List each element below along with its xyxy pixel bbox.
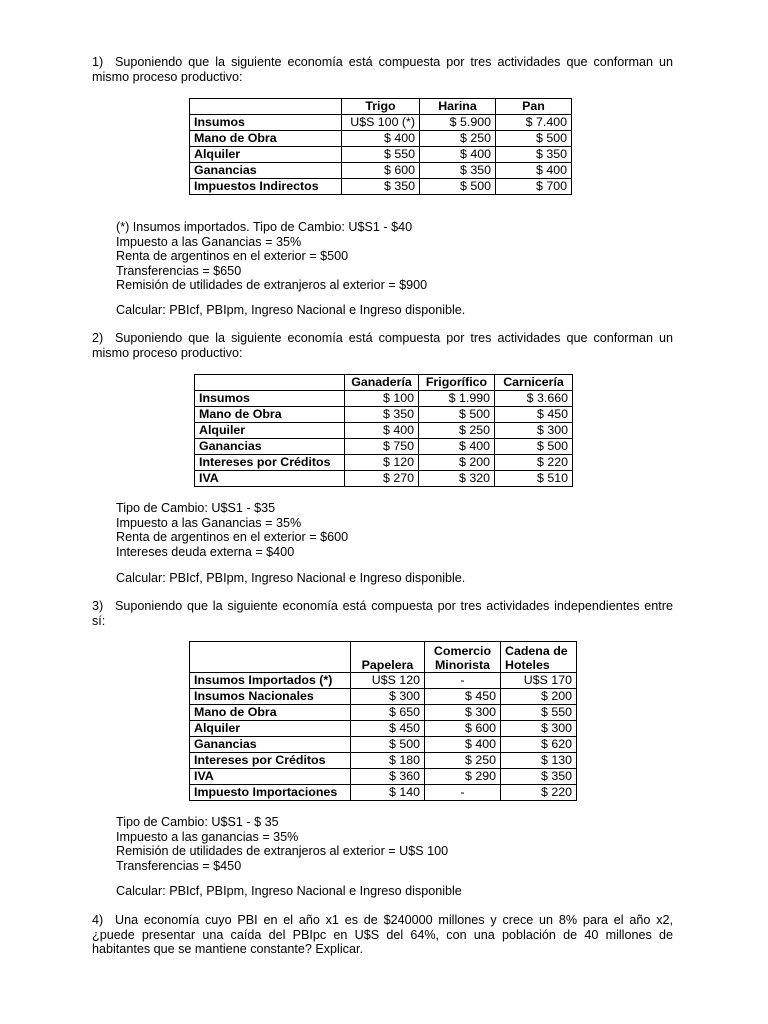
column-header: Comercio Minorista <box>425 642 501 673</box>
table-row <box>190 721 577 737</box>
exercise-intro-text: Suponiendo que la siguiente economía está compuesta por tres actividades que conforman un mismo proceso productivo: <box>92 55 673 84</box>
table-cell: $ 700 <box>496 179 572 195</box>
table-row <box>195 407 573 423</box>
table-cell: $ 400 <box>342 131 420 147</box>
table-row <box>190 147 572 163</box>
table-row <box>190 689 577 705</box>
table-cell: - <box>425 785 501 801</box>
table-cell: $ 290 <box>425 769 501 785</box>
row-label: IVA <box>190 769 351 785</box>
table-row <box>190 179 572 195</box>
column-header: Trigo <box>342 99 420 115</box>
row-label: Mano de Obra <box>190 705 351 721</box>
table-cell: $ 120 <box>345 455 419 471</box>
table-corner <box>195 375 345 391</box>
exercise-3-intro <box>92 599 673 628</box>
exercise-intro-text: Suponiendo que la siguiente economía está compuesta por tres actividades que conforman un mismo proceso productivo: <box>92 331 673 360</box>
exercise-2-notes <box>116 501 676 559</box>
table-cell: $ 350 <box>420 163 496 179</box>
row-label: Intereses por Créditos <box>190 753 351 769</box>
table-cell: U$S 170 <box>501 673 577 689</box>
note-line: Tipo de Cambio: U$S1 - $ 35 <box>116 815 279 829</box>
table-cell: $ 360 <box>351 769 425 785</box>
column-header: Pan <box>496 99 572 115</box>
table-cell: $ 130 <box>501 753 577 769</box>
exercise-3-table <box>189 641 577 801</box>
table-cell: $ 600 <box>425 721 501 737</box>
exercise-number: 4) <box>92 913 104 927</box>
exercise-question-text: Una economía cuyo PBI en el año x1 es de $240000 millones y crece un 8% para el año x2, ¿puede presentar una caída del PBIpc en U$S del 64%, con una población de 40 millones de habitantes que se mantiene constante? Explicar. <box>92 913 673 956</box>
table-cell: $ 300 <box>425 705 501 721</box>
table-cell: $ 250 <box>419 423 495 439</box>
table-cell: $ 550 <box>501 705 577 721</box>
table-cell: $ 450 <box>495 407 573 423</box>
table-cell: $ 750 <box>345 439 419 455</box>
table-row <box>195 423 573 439</box>
table-cell: $ 400 <box>496 163 572 179</box>
row-label: Insumos Nacionales <box>190 689 351 705</box>
note-line: Remisión de utilidades de extranjeros al exterior = $900 <box>116 278 428 292</box>
table-cell: $ 300 <box>351 689 425 705</box>
table-cell: $ 140 <box>351 785 425 801</box>
table-cell: $ 400 <box>425 737 501 753</box>
table-cell: $ 270 <box>345 471 419 487</box>
column-header: Cadena de Hoteles <box>501 642 577 673</box>
row-label: Alquiler <box>195 423 345 439</box>
table-cell: $ 350 <box>345 407 419 423</box>
table-cell: $ 450 <box>351 721 425 737</box>
table-cell: $ 220 <box>495 455 573 471</box>
table-cell: U$S 100 (*) <box>342 115 420 131</box>
exercise-3-calc: Calcular: PBIcf, PBIpm, Ingreso Nacional e Ingreso disponible <box>116 884 462 898</box>
table-corner <box>190 642 351 673</box>
table-row <box>195 439 573 455</box>
table-cell: $ 650 <box>351 705 425 721</box>
table-corner <box>190 99 342 115</box>
table-cell: $ 550 <box>342 147 420 163</box>
exercise-number: 3) <box>92 599 104 613</box>
table-cell: $ 1.990 <box>419 391 495 407</box>
exercise-number: 2) <box>92 331 104 345</box>
table-row <box>190 673 577 689</box>
table-row <box>190 115 572 131</box>
table-cell: $ 300 <box>495 423 573 439</box>
table-cell: $ 350 <box>342 179 420 195</box>
column-header: Papelera <box>351 642 425 673</box>
note-line: Impuesto a las ganancias = 35% <box>116 829 299 844</box>
exercise-intro-text: Suponiendo que la siguiente economía está compuesta por tres actividades independientes entre sí: <box>92 599 673 628</box>
table-row <box>190 753 577 769</box>
exercise-2-intro <box>92 331 673 360</box>
table-cell: $ 500 <box>495 439 573 455</box>
exercise-1-intro <box>92 55 673 84</box>
table-cell: $ 350 <box>501 769 577 785</box>
table-cell: $ 620 <box>501 737 577 753</box>
row-label: Ganancias <box>190 737 351 753</box>
note-line: Tipo de Cambio: U$S1 - $35 <box>116 501 276 515</box>
exercise-number: 1) <box>92 55 104 69</box>
note-line: Renta de argentinos en el exterior = $600 <box>116 530 349 544</box>
row-label: Mano de Obra <box>195 407 345 423</box>
row-label: Mano de Obra <box>190 131 342 147</box>
table-row <box>190 163 572 179</box>
table-cell: $ 180 <box>351 753 425 769</box>
table-cell: - <box>425 673 501 689</box>
table-cell: $ 400 <box>419 439 495 455</box>
table-row <box>190 769 577 785</box>
table-cell: $ 350 <box>496 147 572 163</box>
table-cell: $ 7.400 <box>496 115 572 131</box>
table-cell: U$S 120 <box>351 673 425 689</box>
note-line: Remisión de utilidades de extranjeros al exterior = U$S 100 <box>116 844 449 858</box>
table-cell: $ 500 <box>419 407 495 423</box>
column-header: Frigorífico <box>419 375 495 391</box>
column-header: Ganadería <box>345 375 419 391</box>
table-cell: $ 400 <box>420 147 496 163</box>
row-label: Intereses por Créditos <box>195 455 345 471</box>
column-header: Harina <box>420 99 496 115</box>
row-label: Ganancias <box>195 439 345 455</box>
exercise-3-notes <box>116 815 676 873</box>
table-row <box>190 131 572 147</box>
table-cell: $ 250 <box>420 131 496 147</box>
row-label: Insumos <box>190 115 342 131</box>
row-label: Impuestos Indirectos <box>190 179 342 195</box>
table-row <box>195 471 573 487</box>
column-header: Carnicería <box>495 375 573 391</box>
note-line: Impuesto a las Ganancias = 35% <box>116 234 302 249</box>
exercise-1-notes <box>116 220 676 293</box>
table-cell: $ 5.900 <box>420 115 496 131</box>
table-cell: $ 200 <box>419 455 495 471</box>
note-line: (*) Insumos importados. Tipo de Cambio: U$S1 - $40 <box>116 220 413 234</box>
row-label: IVA <box>195 471 345 487</box>
table-cell: $ 400 <box>345 423 419 439</box>
table-cell: $ 200 <box>501 689 577 705</box>
row-label: Impuesto Importaciones <box>190 785 351 801</box>
exercise-2-table <box>194 374 573 487</box>
table-cell: $ 500 <box>351 737 425 753</box>
table-cell: $ 250 <box>425 753 501 769</box>
exercise-4-text <box>92 913 673 957</box>
table-cell: $ 600 <box>342 163 420 179</box>
row-label: Alquiler <box>190 147 342 163</box>
exercise-2-calc: Calcular: PBIcf, PBIpm, Ingreso Nacional e Ingreso disponible. <box>116 571 466 585</box>
note-line: Transferencias = $450 <box>116 858 242 873</box>
table-row <box>190 705 577 721</box>
table-row <box>195 455 573 471</box>
table-row <box>190 737 577 753</box>
row-label: Alquiler <box>190 721 351 737</box>
table-row <box>195 391 573 407</box>
table-cell: $ 500 <box>496 131 572 147</box>
note-line: Transferencias = $650 <box>116 263 242 278</box>
table-cell: $ 220 <box>501 785 577 801</box>
table-cell: $ 320 <box>419 471 495 487</box>
table-cell: $ 510 <box>495 471 573 487</box>
row-label: Insumos <box>195 391 345 407</box>
exercise-1-calc: Calcular: PBIcf, PBIpm, Ingreso Nacional e Ingreso disponible. <box>116 303 466 317</box>
row-label: Insumos Importados (*) <box>190 673 351 689</box>
exercise-1-table <box>189 98 572 195</box>
note-line: Intereses deuda externa = $400 <box>116 544 295 559</box>
note-line: Impuesto a las Ganancias = 35% <box>116 515 302 530</box>
table-cell: $ 450 <box>425 689 501 705</box>
table-cell: $ 100 <box>345 391 419 407</box>
note-line: Renta de argentinos en el exterior = $500 <box>116 249 349 263</box>
table-cell: $ 300 <box>501 721 577 737</box>
row-label: Ganancias <box>190 163 342 179</box>
table-row <box>190 785 577 801</box>
table-cell: $ 500 <box>420 179 496 195</box>
table-cell: $ 3.660 <box>495 391 573 407</box>
